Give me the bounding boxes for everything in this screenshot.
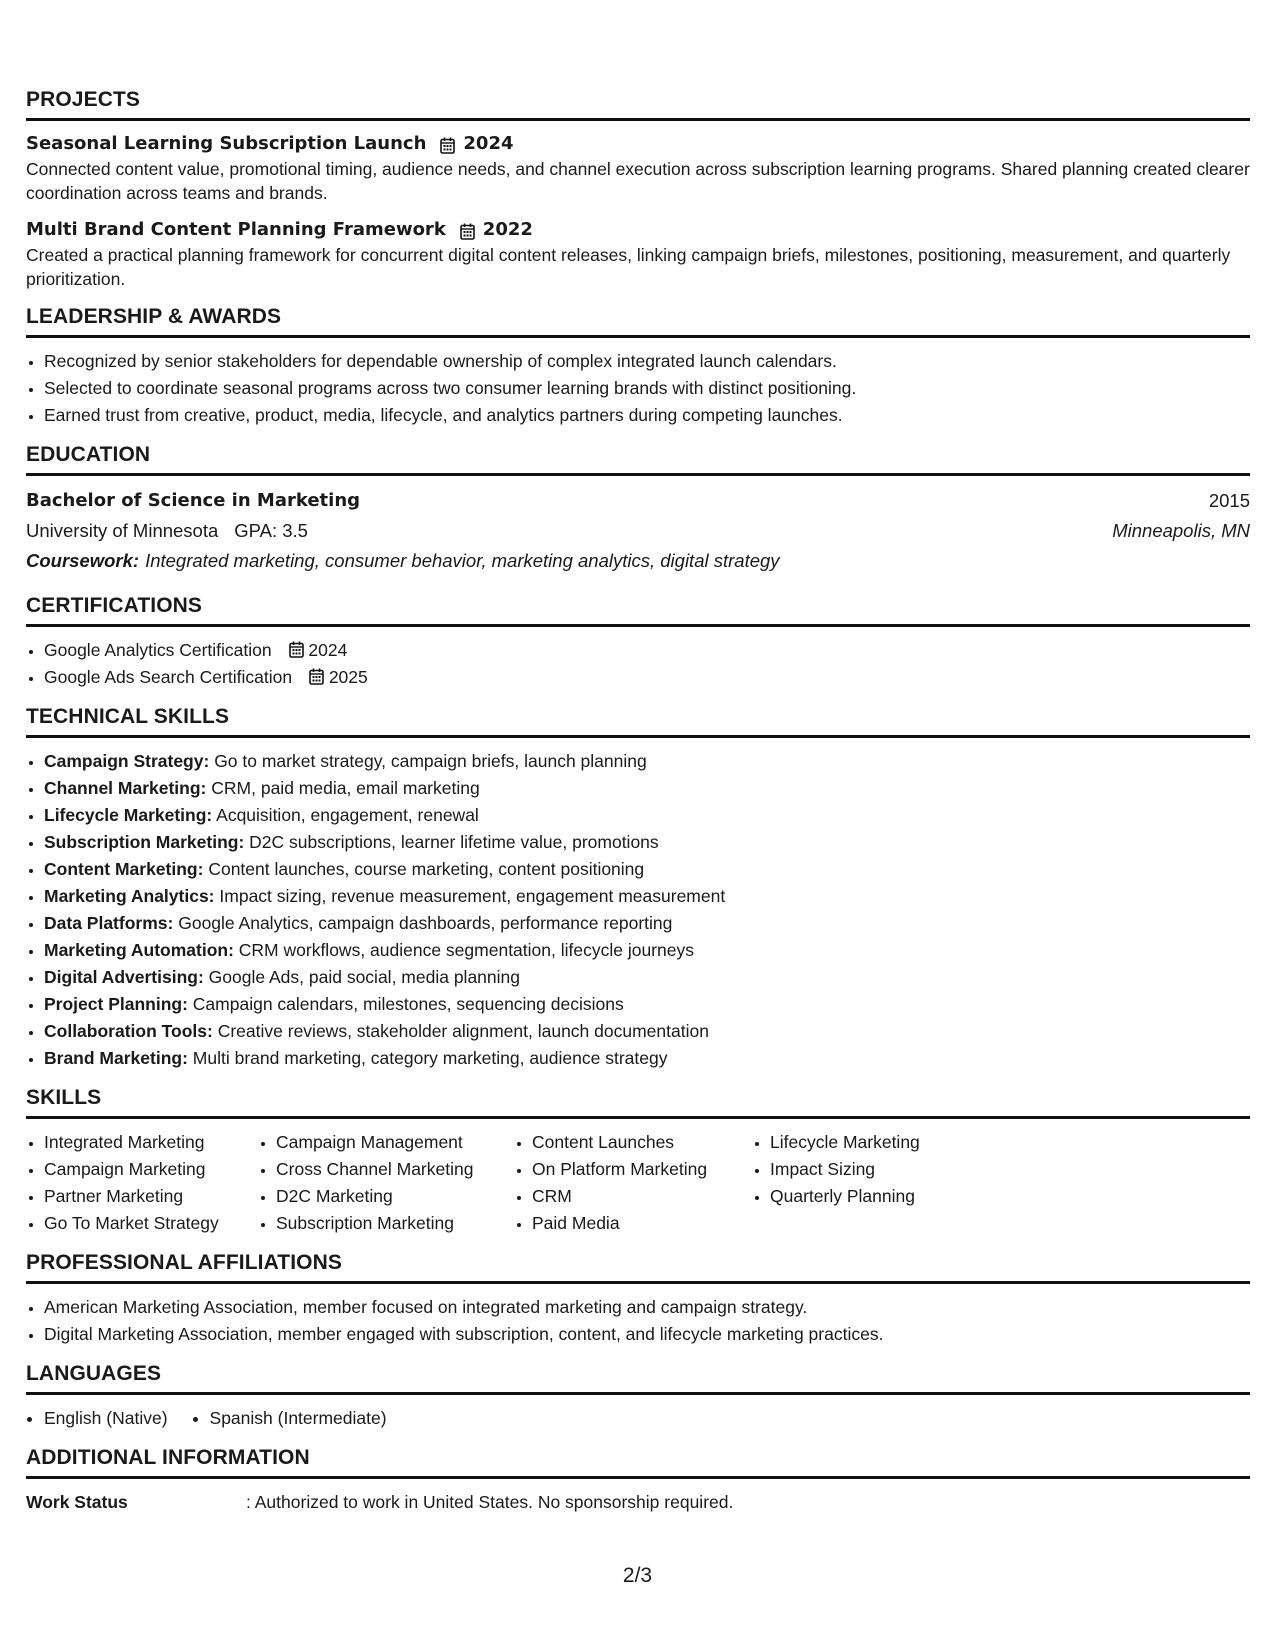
school-location: Minneapolis, MN xyxy=(1112,520,1250,541)
skill-category: Lifecycle Marketing: xyxy=(44,805,213,825)
leadership-section xyxy=(26,303,1250,429)
skill-values: Google Ads, paid social, media planning xyxy=(208,967,520,987)
section-title: EDUCATION xyxy=(26,441,1250,476)
list-item: • Lifecycle Marketing xyxy=(770,1129,1010,1156)
project-description: Connected content value, promotional timing, audience needs, and channel execution across subscription learning programs. Shared planning created clearer coordination across teams and brands. xyxy=(26,159,1250,203)
list-item: • Digital Marketing Association, member engaged with subscription, content, and lifecycle marketing practices. xyxy=(44,1321,1250,1348)
affiliations-section xyxy=(26,1249,1250,1348)
education-section xyxy=(26,441,1250,576)
certifications-section xyxy=(26,592,1250,691)
list-item: • Integrated Marketing xyxy=(44,1129,258,1156)
skill-values: CRM workflows, audience segmentation, lifecycle journeys xyxy=(238,940,694,960)
list-item: • Recognized by senior stakeholders for dependable ownership of complex integrated launch calendars. xyxy=(44,348,1250,375)
skill-category: Campaign Strategy: xyxy=(44,751,210,771)
work-status-value: : Authorized to work in United States. No sponsorship required. xyxy=(246,1492,734,1512)
skill-values: Campaign calendars, milestones, sequencing decisions xyxy=(192,994,624,1014)
list-item: • Quarterly Planning xyxy=(770,1183,1010,1210)
section-title: LANGUAGES xyxy=(26,1360,1250,1395)
technical-skills-section xyxy=(26,703,1250,1072)
list-item: • Campaign Management xyxy=(276,1129,514,1156)
skill-values: Multi brand marketing, category marketing, audience strategy xyxy=(192,1048,668,1068)
skill-values: Impact sizing, revenue measurement, engagement measurement xyxy=(219,886,726,906)
skill-values: Content launches, course marketing, content positioning xyxy=(208,859,645,879)
project-year: 2024 xyxy=(463,133,514,154)
list-item xyxy=(44,637,1250,664)
skill-category: Project Planning: xyxy=(44,994,188,1014)
list-item: • Subscription Marketing xyxy=(276,1210,514,1237)
project-item xyxy=(26,217,1250,291)
list-item: • On Platform Marketing xyxy=(532,1156,752,1183)
list-item xyxy=(44,829,1250,856)
skill-category: Digital Advertising: xyxy=(44,967,204,987)
list-item: • Earned trust from creative, product, media, lifecycle, and analytics partners during competing launches. xyxy=(44,402,1250,429)
list-item: • Cross Channel Marketing xyxy=(276,1156,514,1183)
list-item xyxy=(44,964,1250,991)
project-name: Seasonal Learning Subscription Launch xyxy=(26,133,427,154)
list-item: • Partner Marketing xyxy=(44,1183,258,1210)
section-title: CERTIFICATIONS xyxy=(26,592,1250,627)
certification-year: 2024 xyxy=(308,640,348,660)
school-name: University of Minnesota xyxy=(26,520,219,541)
list-item: • English (Native) xyxy=(44,1405,168,1432)
work-status-label: Work Status xyxy=(26,1492,128,1512)
list-item: • D2C Marketing xyxy=(276,1183,514,1210)
list-item xyxy=(44,856,1250,883)
skill-category: Data Platforms: xyxy=(44,913,174,933)
list-item xyxy=(44,1045,1250,1072)
languages-section xyxy=(26,1360,1250,1432)
skill-category: Collaboration Tools: xyxy=(44,1021,213,1041)
additional-info-section xyxy=(26,1444,1250,1515)
list-item: • Campaign Marketing xyxy=(44,1156,258,1183)
list-item xyxy=(44,910,1250,937)
list-item xyxy=(44,802,1250,829)
skill-values: Go to market strategy, campaign briefs, launch planning xyxy=(214,751,647,771)
project-item xyxy=(26,131,1250,205)
project-name: Multi Brand Content Planning Framework xyxy=(26,219,446,240)
skill-category: Subscription Marketing: xyxy=(44,832,245,852)
skill-category: Marketing Analytics: xyxy=(44,886,215,906)
certification-name: Google Ads Search Certification xyxy=(44,667,293,687)
skill-values: D2C subscriptions, learner lifetime value, promotions xyxy=(249,832,659,852)
project-year: 2022 xyxy=(482,219,533,240)
coursework-label: Coursework: xyxy=(26,550,140,571)
section-title: LEADERSHIP & AWARDS xyxy=(26,303,1250,338)
skill-values: Creative reviews, stakeholder alignment, launch documentation xyxy=(217,1021,709,1041)
skill-category: Channel Marketing: xyxy=(44,778,207,798)
coursework: Integrated marketing, consumer behavior, marketing analytics, digital strategy xyxy=(145,550,780,571)
certification-name: Google Analytics Certification xyxy=(44,640,272,660)
graduation-year: 2015 xyxy=(1208,490,1250,511)
list-item: • Paid Media xyxy=(532,1210,752,1237)
skills-section xyxy=(26,1084,1250,1237)
skill-values: Acquisition, engagement, renewal xyxy=(216,805,479,825)
list-item: • CRM xyxy=(532,1183,752,1210)
section-title: SKILLS xyxy=(26,1084,1250,1119)
skill-category: Marketing Automation: xyxy=(44,940,234,960)
gpa: GPA: 3.5 xyxy=(234,520,308,541)
list-item: • Impact Sizing xyxy=(770,1156,1010,1183)
section-title: PROFESSIONAL AFFILIATIONS xyxy=(26,1249,1250,1284)
skill-category: Brand Marketing: xyxy=(44,1048,188,1068)
degree: Bachelor of Science in Marketing xyxy=(26,490,361,511)
skill-values: Google Analytics, campaign dashboards, performance reporting xyxy=(178,913,673,933)
calendar-icon xyxy=(309,666,324,683)
section-title: PROJECTS xyxy=(26,86,1250,121)
list-item xyxy=(44,775,1250,802)
projects-section xyxy=(26,86,1250,291)
list-item: • Go To Market Strategy xyxy=(44,1210,258,1237)
list-item: • Spanish (Intermediate) xyxy=(210,1405,387,1432)
section-title: TECHNICAL SKILLS xyxy=(26,703,1250,738)
list-item: • Selected to coordinate seasonal programs across two consumer learning brands with distinct positioning. xyxy=(44,375,1250,402)
list-item xyxy=(44,991,1250,1018)
skill-category: Content Marketing: xyxy=(44,859,204,879)
project-description: Created a practical planning framework for concurrent digital content releases, linking campaign briefs, milestones, positioning, measurement, and quarterly prioritization. xyxy=(26,245,1231,289)
calendar-icon xyxy=(440,136,455,153)
certification-year: 2025 xyxy=(328,667,368,687)
list-item xyxy=(44,664,1250,691)
list-item xyxy=(44,937,1250,964)
page-number: 2/3 xyxy=(622,1564,653,1587)
list-item: • Content Launches xyxy=(532,1129,752,1156)
resume-page xyxy=(26,86,1250,1527)
calendar-icon xyxy=(289,639,304,656)
section-title: ADDITIONAL INFORMATION xyxy=(26,1444,1250,1479)
list-item xyxy=(44,748,1250,775)
skill-values: CRM, paid media, email marketing xyxy=(211,778,480,798)
list-item xyxy=(44,883,1250,910)
list-item xyxy=(44,1018,1250,1045)
calendar-icon xyxy=(460,222,475,239)
list-item: • American Marketing Association, member focused on integrated marketing and campaign strategy. xyxy=(44,1294,1250,1321)
